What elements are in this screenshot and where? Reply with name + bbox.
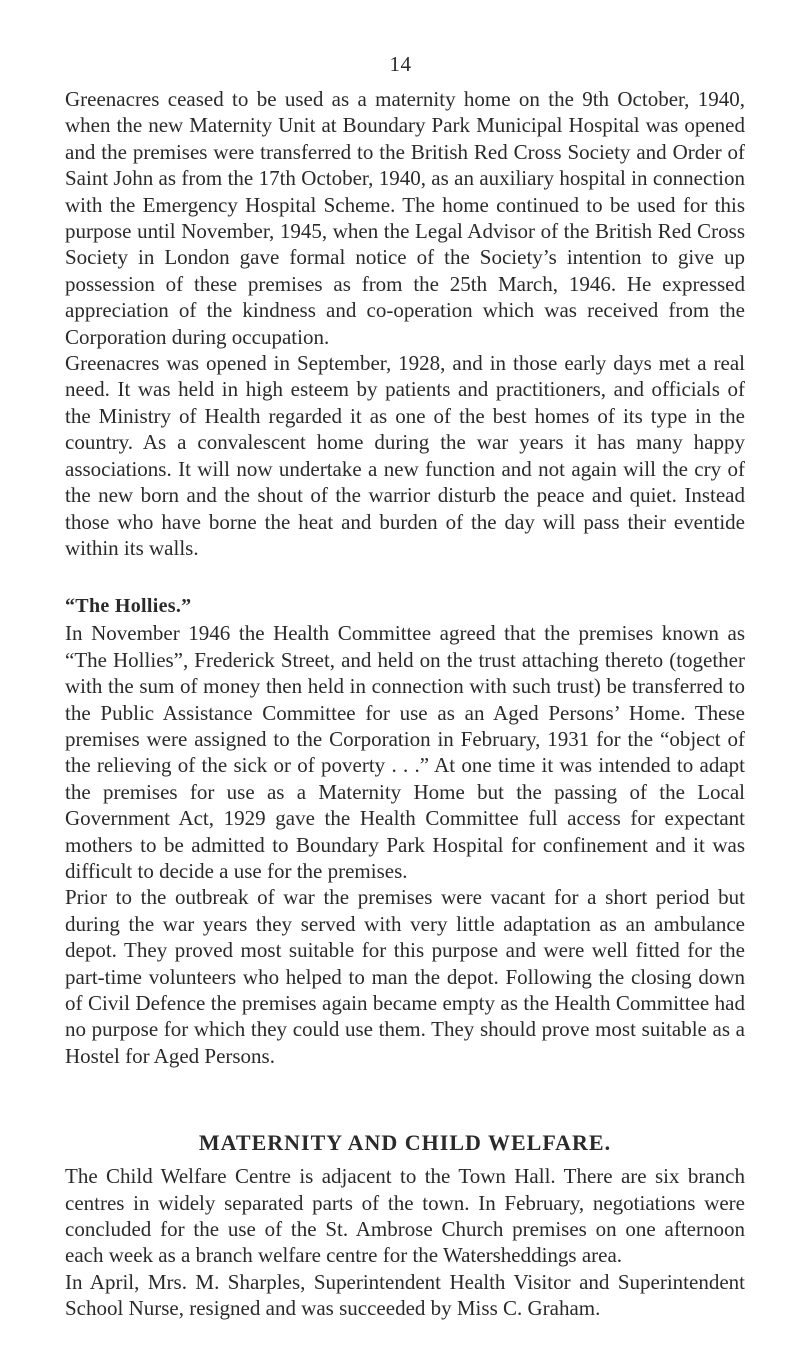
page-number: 14 <box>389 52 412 76</box>
section-heading-maternity: MATERNITY AND CHILD WELFARE. <box>198 1130 612 1156</box>
paragraph-greenacres-history: Greenacres was opened in September, 1928, and in those early days met a real need. It was held in high esteem by patients and practitioners, and officials of the Ministry of Health regarded it as one of the best homes of its type in the country. As a convalescent home during the war years it has many happy associations. It will now undertake a new function and not again will the cry of the new born and the shout of the warrior disturb the peace and quiet. Instead those who have borne the heat and burden of the day will pass their eventide within its walls. <box>65 351 745 560</box>
paragraph-staff-change: In April, Mrs. M. Sharples, Superintendent Health Visitor and Superintendent School Nurse, resigned and was succeeded by Miss C. Graham. <box>65 1269 745 1321</box>
paragraph-hollies-war-use: Prior to the outbreak of war the premises were vacant for a short period but during the war years they served with very little adaptation as an ambulance depot. They proved most suitable for this purpose and were well fitted for the part-time volunteers who helped to man the depot. Following the closing down of Civil Defence the premises again became empty as the Health Committee had no purpose for which they could use them. They should prove most suitable as a Hostel for Aged Persons. <box>65 885 745 1068</box>
hollies-subheading: “The Hollies.” <box>65 595 192 618</box>
paragraph-greenacres-closure: Greenacres ceased to be used as a maternity home on the 9th October, 1940, when the new Maternity Unit at Boundary Park Municipal Hospital was opened and the premises were transferred to the British Red Cross Society and Order of Saint John as from the 17th October, 1940, as an auxiliary hospital in connection with the Emergency Hospital Scheme. The home continued to be used for this purpose until November, 1945, when the Legal Advisor of the British Red Cross Society in London gave formal notice of the Society’s intention to give up possession of these premises as from the 25th March, 1946. He expressed appreciation of the kindness and co-operation which was received from the Corporation during occupation. <box>65 87 745 349</box>
paragraph-child-welfare-centres: The Child Welfare Centre is adjacent to the Town Hall. There are six branch centres in widely separated parts of the town. In February, negotiations were concluded for the use of the St. Ambrose Church premises on one afternoon each week as a branch welfare centre for the Watersheddings area. <box>65 1164 745 1268</box>
page-body <box>65 86 745 1322</box>
paragraph-hollies-transfer: In November 1946 the Health Committee agreed that the premises known as “The Hollies”, Frederick Street, and held on the trust attaching thereto (together with the sum of money then held in connection with such trust) be transferred to the Public Assistance Committee for use as an Aged Persons’ Home. These premises were assigned to the Corporation in February, 1931 for the “object of the relieving of the sick or of poverty . . .” At one time it was intended to adapt the premises for use as a Maternity Home but the passing of the Local Government Act, 1929 gave the Health Committee full access for expectant mothers to be admitted to Boundary Park Hospital for confinement and it was difficult to decide a use for the premises. <box>65 621 745 883</box>
